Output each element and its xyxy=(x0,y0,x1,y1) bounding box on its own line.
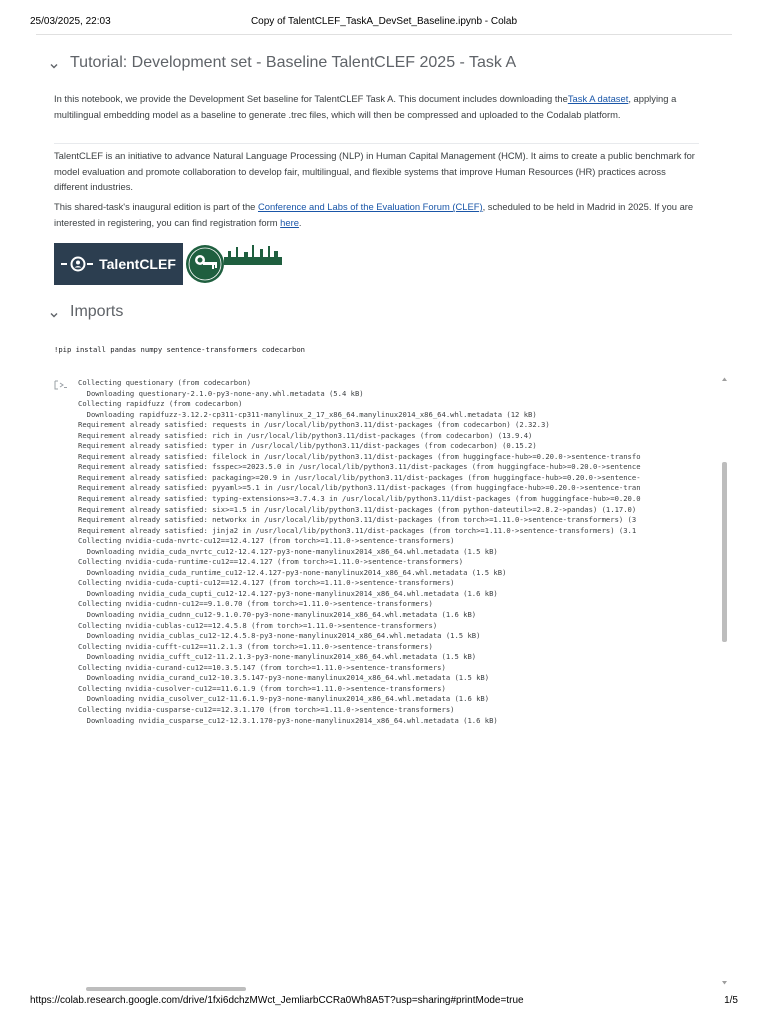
imports-heading: Imports xyxy=(70,303,124,320)
output-line: Collecting nvidia-cufft-cu12==11.2.1.3 (from torch>=1.11.0->sentence-transformers) xyxy=(78,641,433,651)
output-line: Downloading nvidia_cusolver_cu12-11.6.1.9-py3-none-manylinux2014_x86_64.whl.metadata (1.6 kB) xyxy=(78,694,490,704)
output-line: Downloading nvidia_curand_cu12-10.3.5.147-py3-none-manylinux2014_x86_64.whl.metadata (1.5 kB) xyxy=(78,673,490,683)
tutorial-heading: Tutorial: Development set - Baseline TalentCLEF 2025 - Task A xyxy=(70,54,517,71)
output-line: Collecting nvidia-curand-cu12==10.3.5.147 (from torch>=1.11.0->sentence-transformers) xyxy=(78,662,446,672)
talentclef-logo-text: TalentCLEF xyxy=(99,256,176,272)
output-line: Requirement already satisfied: six>=1.5 in /usr/local/lib/python3.11/dist-packages (from python-dateutil>=2.8.2->pandas) (1.17.0) xyxy=(78,504,637,514)
output-line: Requirement already satisfied: fsspec>=2023.5.0 in /usr/local/lib/python3.11/dist-packages (from huggingface-hub>=0.20.0->sentence xyxy=(78,462,641,472)
output-line: Requirement already satisfied: packaging>=20.9 in /usr/local/lib/python3.11/dist-packages (from huggingface-hub>=0.20.0->sentence- xyxy=(78,472,641,482)
print-url: https://colab.research.google.com/drive/1fxi6dchzMWct_JemliarbCCRa0Wh8A5T?usp=sharing#printMode=true xyxy=(30,995,524,1006)
clef-paragraph xyxy=(54,199,699,230)
print-footer xyxy=(30,995,738,1009)
divider xyxy=(36,34,732,35)
output-line: Collecting nvidia-cuda-runtime-cu12==12.4.127 (from torch>=1.11.0->sentence-transformers) xyxy=(78,557,464,567)
output-line: Requirement already satisfied: pyyaml>=5.1 in /usr/local/lib/python3.11/dist-packages (from huggingface-hub>=0.20.0->sentence-tran xyxy=(78,483,641,493)
task-a-dataset-link[interactable]: Task A dataset xyxy=(567,93,629,104)
talentclef-logo xyxy=(54,243,183,285)
output-line: Requirement already satisfied: networkx in /usr/local/lib/python3.11/dist-packages (from torch>=1.11.0->sentence-transformers) (3 xyxy=(78,515,637,525)
print-header xyxy=(30,16,738,30)
scroll-down-icon[interactable] xyxy=(721,980,728,986)
output-toggle-icon[interactable] xyxy=(54,379,68,391)
output-line: Requirement already satisfied: requests in /usr/local/lib/python3.11/dist-packages (from codecarbon) (2.32.3) xyxy=(78,420,550,430)
output-line: Downloading rapidfuzz-3.12.2-cp311-cp311-manylinux_2_17_x86_64.manylinux2014_x86_64.whl.metadata (12 kB) xyxy=(78,409,537,419)
cell-output[interactable] xyxy=(78,371,720,731)
clef-text: This shared-task's inaugural edition is part of the xyxy=(54,201,258,212)
tutorial-section-header[interactable] xyxy=(48,54,728,78)
talentclef-logo-mark xyxy=(61,255,95,273)
divider xyxy=(54,143,699,144)
output-line: Downloading nvidia_cuda_cupti_cu12-12.4.127-py3-none-manylinux2014_x86_64.whl.metadata (1.6 kB) xyxy=(78,588,498,598)
output-line: Collecting nvidia-cublas-cu12==12.4.5.8 (from torch>=1.11.0->sentence-transformers) xyxy=(78,620,438,630)
print-date: 25/03/2025, 22:03 xyxy=(30,16,111,27)
output-line: Downloading nvidia_cusparse_cu12-12.3.1.170-py3-none-manylinux2014_x86_64.whl.metadata (1.6 kB) xyxy=(78,715,498,725)
print-title: Copy of TalentCLEF_TaskA_DevSet_Baseline.ipynb - Colab xyxy=(250,16,518,27)
output-line: Collecting rapidfuzz (from codecarbon) xyxy=(78,399,243,409)
output-line: Requirement already satisfied: typer in /usr/local/lib/python3.11/dist-packages (from codecarbon) (0.15.2) xyxy=(78,441,537,451)
code-cell-pip-install[interactable]: !pip install pandas numpy sentence-transformers codecarbon xyxy=(54,345,305,354)
output-line: Downloading nvidia_cuda_runtime_cu12-12.4.127-py3-none-manylinux2014_x86_64.whl.metadata (1.5 kB) xyxy=(78,567,507,577)
output-line: Collecting questionary (from codecarbon) xyxy=(78,378,252,387)
intro-text: In this notebook, we provide the Development Set baseline for TalentCLEF Task A. This document includes downloading the xyxy=(54,93,568,104)
output-line: Downloading nvidia_cuda_nvrtc_cu12-12.4.127-py3-none-manylinux2014_x86_64.whl.metadata (1.5 kB) xyxy=(78,546,498,556)
chevron-down-icon[interactable] xyxy=(48,309,60,321)
output-line: Downloading questionary-2.1.0-py3-none-any.whl.metadata (5.4 kB) xyxy=(78,388,364,398)
output-line: Requirement already satisfied: jinja2 in /usr/local/lib/python3.11/dist-packages (from torch>=1.11.0->sentence-transformers) (3.1 xyxy=(78,525,637,535)
horizontal-scrollbar[interactable] xyxy=(78,986,721,992)
output-line: Requirement already satisfied: typing-extensions>=3.7.4.3 in /usr/local/lib/python3.11/dist-packages (from huggingface-hub>=0.20.0 xyxy=(78,494,641,504)
clef-text-end: . xyxy=(298,216,302,228)
clef-conference-link[interactable]: Conference and Labs of the Evaluation Forum (CLEF) xyxy=(257,201,483,212)
output-line: Downloading nvidia_cufft_cu12-11.2.1.3-py3-none-manylinux2014_x86_64.whl.metadata (1.5 kB) xyxy=(78,652,477,662)
chevron-down-icon[interactable] xyxy=(48,60,60,72)
intro-text-end: , applying a multilingual embedding model as a baseline to generate .trec files, which will then be compressed and uploaded to the Codalab platform. xyxy=(54,93,677,120)
imports-section-header[interactable] xyxy=(48,303,728,327)
output-line: Collecting nvidia-cusolver-cu12==11.6.1.9 (from torch>=1.11.0->sentence-transformers) xyxy=(78,683,446,693)
output-line: Downloading nvidia_cublas_cu12-12.4.5.8-py3-none-manylinux2014_x86_64.whl.metadata (1.5 kB) xyxy=(78,631,481,641)
output-line: Collecting nvidia-cuda-cupti-cu12==12.4.127 (from torch>=1.11.0->sentence-transformers) xyxy=(78,578,455,588)
clef-conference-logo xyxy=(184,243,282,285)
about-paragraph: TalentCLEF is an initiative to advance Natural Language Processing (NLP) in Human Capital Management (HCM). It aims to create a public benchmark for model evaluation and promote collaboration to develop fair, multilingual, and flexible systems that improve Human Resources (HR) practices across different industries. xyxy=(54,150,695,193)
clef-text-mid: , scheduled to be held in Madrid in 2025. If you are interested in registering, you can find registration form xyxy=(54,201,694,228)
vertical-scrollbar[interactable] xyxy=(721,376,728,986)
scroll-up-icon[interactable] xyxy=(721,376,728,382)
output-line: Collecting nvidia-cuda-nvrtc-cu12==12.4.127 (from torch>=1.11.0->sentence-transformers) xyxy=(78,536,455,546)
output-line: Downloading nvidia_cudnn_cu12-9.1.0.70-py3-none-manylinux2014_x86_64.whl.metadata (1.6 kB) xyxy=(78,610,477,620)
horizontal-scrollbar-thumb[interactable] xyxy=(86,987,246,991)
registration-link[interactable]: here xyxy=(280,216,299,228)
scrollbar-thumb[interactable] xyxy=(722,462,727,642)
output-line: Requirement already satisfied: rich in /usr/local/lib/python3.11/dist-packages (from codecarbon) (13.9.4) xyxy=(78,430,533,440)
output-line: Requirement already satisfied: filelock in /usr/local/lib/python3.11/dist-packages (from huggingface-hub>=0.20.0->sentence-transfo xyxy=(78,451,641,461)
intro-paragraph xyxy=(54,91,699,122)
output-line: Collecting nvidia-cudnn-cu12==9.1.0.70 (from torch>=1.11.0->sentence-transformers) xyxy=(78,599,433,609)
page-number: 1/5 xyxy=(724,995,738,1006)
output-line: Collecting nvidia-cusparse-cu12==12.3.1.170 (from torch>=1.11.0->sentence-transformers) xyxy=(78,704,455,714)
